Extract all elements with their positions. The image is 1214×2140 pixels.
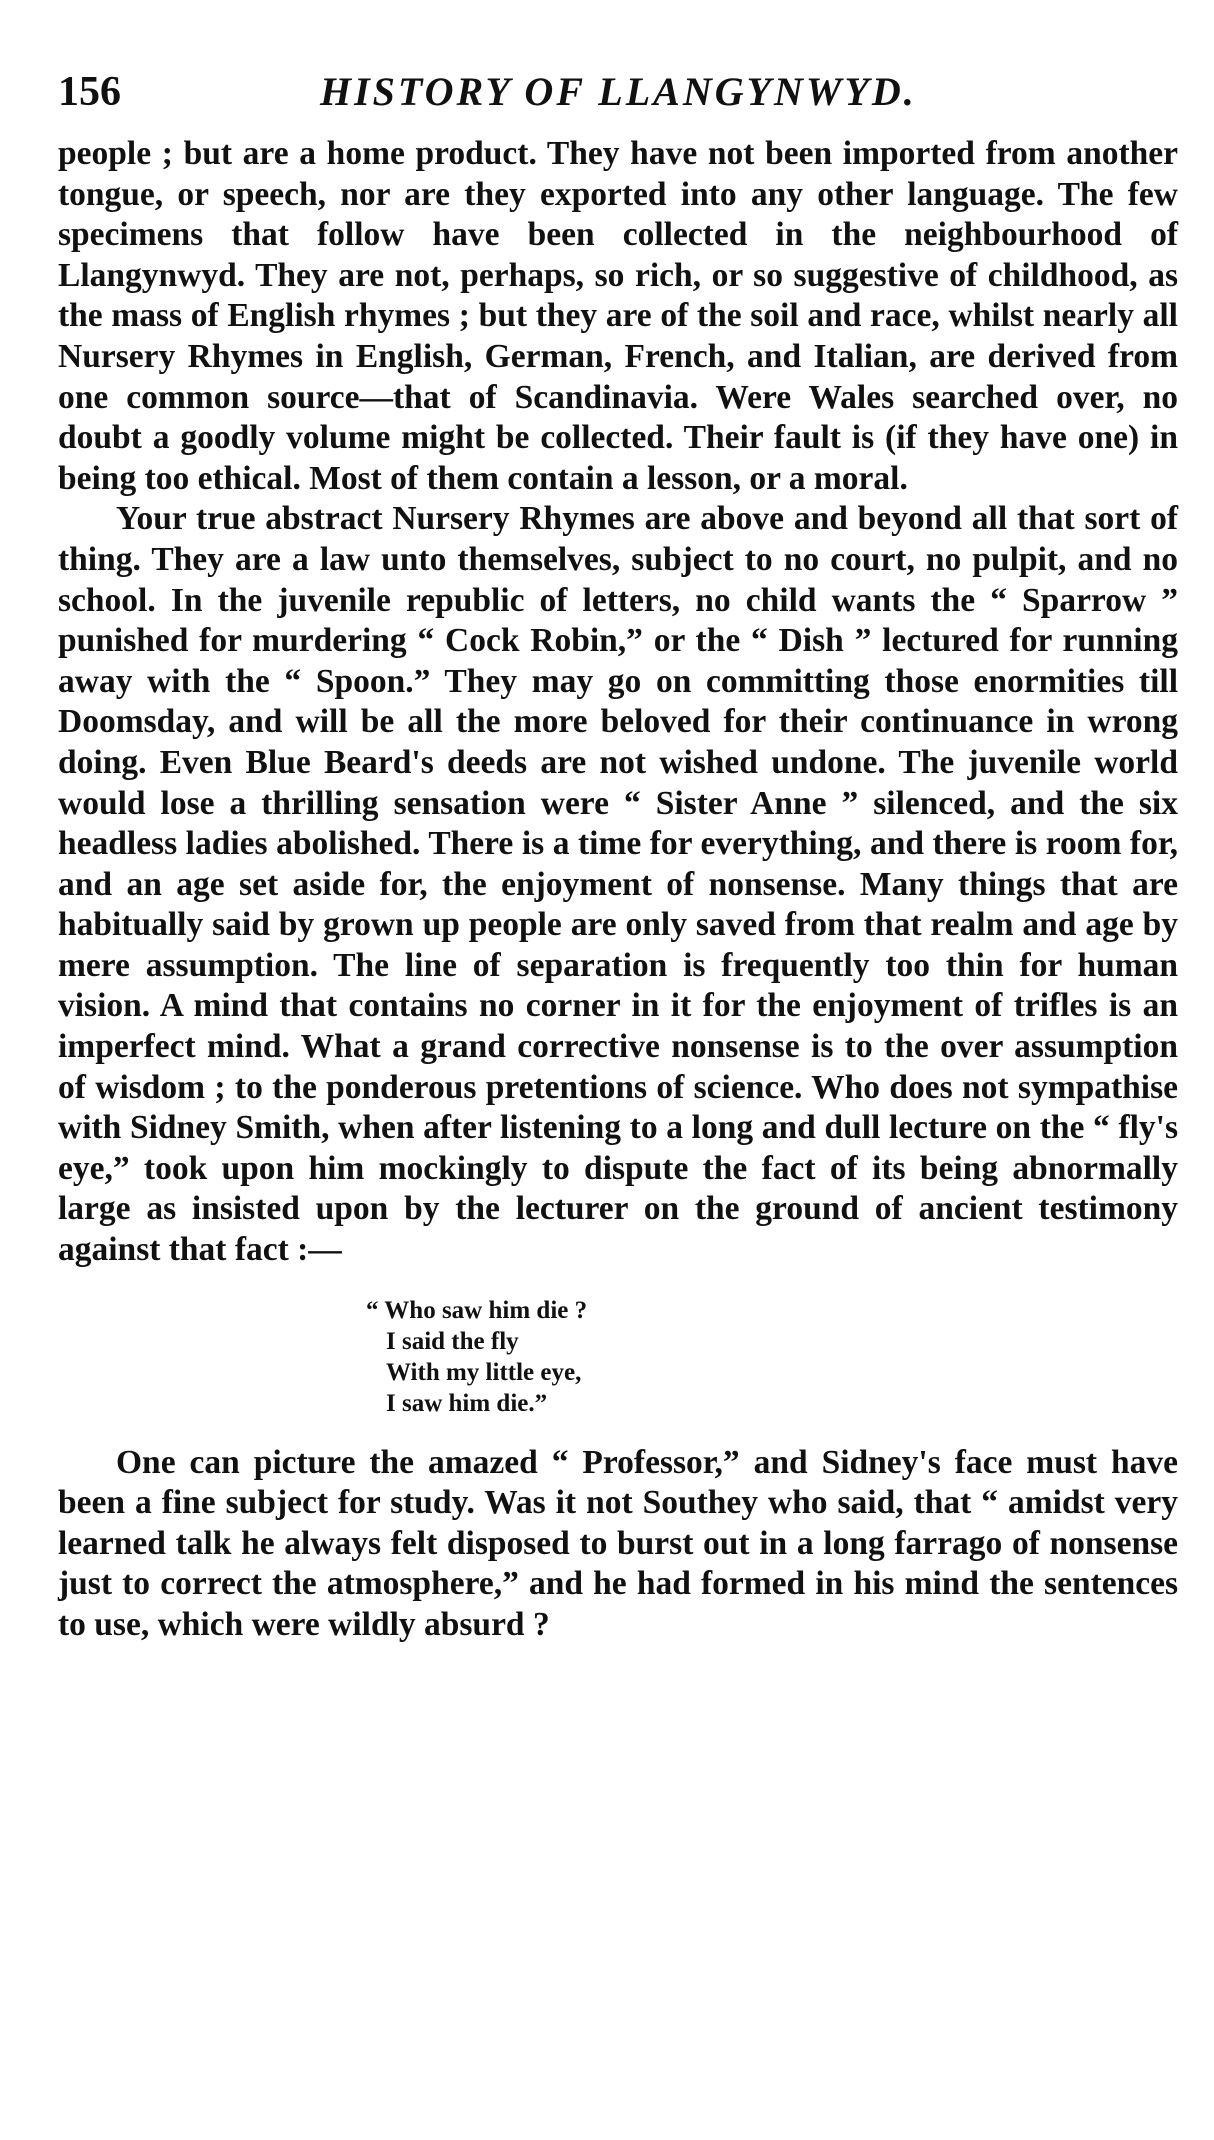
book-page [58, 60, 1178, 1646]
paragraph-professor: One can picture the amazed “ Professor,” and Sidney's face must have been a fine subject for study. Was it not Southey who said, that “ amidst very learned talk he always felt disposed to burst out in a long farrago of nonsense just to correct the atmosphere,” and he had formed in his mind the sentences to use, which were wildly absurd ? [58, 1443, 1178, 1643]
verse-line: With my little eye, [386, 1358, 582, 1386]
verse-line: “ Who saw him die ? [366, 1296, 588, 1324]
page-number: 156 [58, 69, 121, 115]
running-title: HISTORY OF LLANGYNWYD. [320, 69, 917, 114]
running-head [58, 60, 1178, 122]
paragraph-continued: people ; but are a home product. They have not been imported from another tongue, or speech, nor are they exported into any other language. The few specimens that follow have been collected in the neighbourhood of Llangynwyd. They are not, perhaps, so rich, or so suggestive of childhood, as the mass of English rhymes ; but they are of the soil and race, whilst nearly all Nursery Rhymes in English, German, French, and Italian, are derived from one common source—that of Scandinavia. Were Wales searched over, no doubt a goodly volume might be collected. Their fault is (if they have one) in being too ethical. Most of them contain a lesson, or a moral. [58, 135, 1178, 497]
verse-line: I saw him die.” [386, 1389, 548, 1417]
verse-quotation [366, 1295, 1178, 1419]
paragraph-nursery-rhymes: Your true abstract Nursery Rhymes are above and beyond all that sort of thing. They are a law unto themselves, subject to no court, no pulpit, and no school. In the juvenile republic of letters, no child wants the “ Sparrow ” punished for murdering “ Cock Robin,” or the “ Dish ” lectured for running away with the “ Spoon.” They may go on committing those enormities till Doomsday, and will be all the more beloved for their continuance in wrong doing. Even Blue Beard's deeds are not wished undone. The juvenile world would lose a thrilling sensation were “ Sister Anne ” silenced, and the six headless ladies abolished. There is a time for everything, and there is room for, and an age set aside for, the enjoyment of nonsense. Many things that are habitually said by grown up people are only saved from that realm and age by mere assumption. The line of separation is frequently too thin for human vision. A mind that contains no corner in it for the enjoyment of trifles is an imperfect mind. What a grand corrective nonsense is to the over assumption of wisdom ; to the ponderous pretentions of science. Who does not sympathise with Sidney Smith, when after listening to a long and dull lecture on the “ fly's eye,” took upon him mockingly to dispute the fact of its being abnormally large as insisted upon by the lecturer on the ground of ancient testimony against that fact :— [58, 500, 1178, 1269]
verse-line: I said the fly [386, 1327, 519, 1355]
